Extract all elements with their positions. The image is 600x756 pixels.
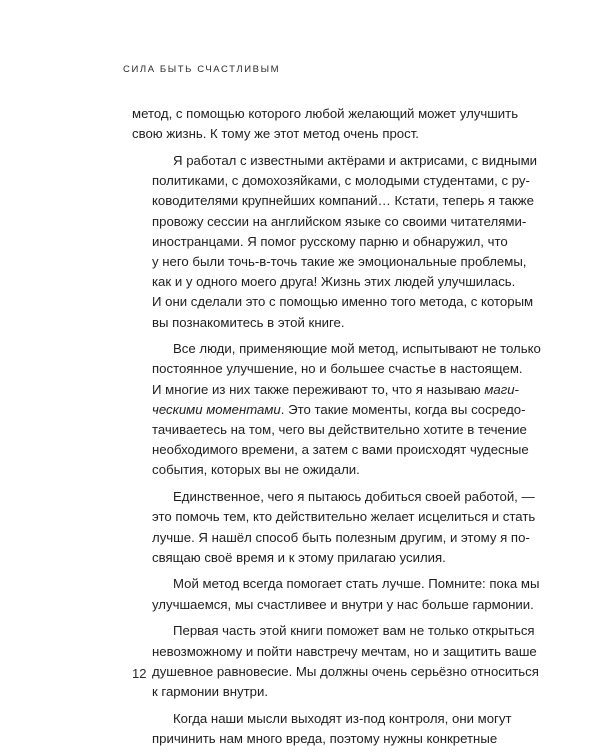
text-line: Когда наши мысли выходят из-под контроля, они могут	[173, 710, 512, 726]
paragraph-4	[132, 487, 536, 568]
paragraph-3	[132, 339, 541, 480]
text-line: тачиваетесь на том, чего вы действительно хотите в течение	[152, 422, 527, 438]
text-segment: И многие из них также переживают то, что я называю	[152, 381, 485, 397]
paragraph-5	[132, 574, 540, 614]
text-line-with-italic	[132, 400, 526, 420]
text-line: лучше. Я нашёл способ быть полезным другим, и этому я по-	[152, 529, 530, 545]
running-head: СИЛА БЫТЬ СЧАСТЛИВЫМ	[123, 64, 281, 75]
text-line: улучшаемся, мы счастливее и внутри у нас больше гармонии.	[152, 596, 534, 612]
italic-term: ческими моментами	[152, 401, 281, 417]
text-line: иностранцами. Я помог русскому парню и обнаружил, что	[152, 233, 508, 249]
text-line: Я работал с известными актёрами и актрисами, с видными	[173, 152, 538, 168]
text-line: к гармонии внутри.	[152, 683, 268, 699]
text-line: Единственное, чего я пытаюсь добиться своей работой, —	[173, 489, 535, 505]
text-segment: . Это такие моменты, когда вы сосредо-	[280, 401, 526, 417]
paragraph-1	[132, 104, 519, 144]
text-line: вы познакомитесь в этой книге.	[152, 314, 345, 330]
text-line: метод, с помощью которого любой желающий может улучшить	[132, 106, 519, 121]
text-line: Первая часть этой книги поможет вам не только открыться	[173, 623, 535, 639]
paragraph-6	[132, 621, 539, 702]
text-line: политиками, с домохозяйками, с молодыми студентами, с ру-	[152, 173, 530, 189]
text-line: постоянное улучшение, но и большее счастье в настоящем.	[152, 361, 523, 377]
text-line: как и у одного моего друга! Жизнь этих людей улучшилась.	[152, 274, 516, 290]
page-number: 12	[132, 666, 147, 681]
body-text	[132, 104, 541, 756]
text-line: невозможному и пойти навстречу мечтам, но и защитить ваше	[152, 643, 537, 659]
text-line: свящаю своё время и к этому прилагаю усилия.	[152, 549, 446, 565]
text-line: Все люди, применяющие мой метод, испытывают не только	[173, 341, 541, 357]
text-line: душевное равновесие. Мы должны очень серьёзно относиться	[152, 663, 539, 679]
text-line: события, которых вы не ожидали.	[152, 462, 360, 478]
text-line: причинить нам много вреда, поэтому нужны конкретные	[152, 730, 498, 746]
text-line: необходимого времени, а затем с вами происходят чудесные	[152, 442, 529, 458]
text-line: провожу сессии на английском языке со своими читателями-	[152, 213, 527, 229]
text-line: Мой метод всегда помогает стать лучше. Помните: пока мы	[173, 576, 540, 592]
text-line: свою жизнь. К тому же этот метод очень прост.	[132, 126, 419, 142]
text-line: у него были точь-в-точь такие же эмоциональные проблемы,	[152, 253, 527, 269]
text-line: ководителями крупнейших компаний… Кстати, теперь я также	[152, 193, 534, 209]
text-line-with-italic	[132, 380, 519, 400]
text-line: И они сделали это с помощью именно того метода, с которым	[152, 294, 534, 310]
paragraph-2	[132, 151, 538, 333]
italic-term: маги-	[484, 381, 519, 397]
text-line: это помочь тем, кто действительно желает исцелиться и стать	[152, 509, 536, 525]
paragraph-7	[132, 709, 512, 749]
